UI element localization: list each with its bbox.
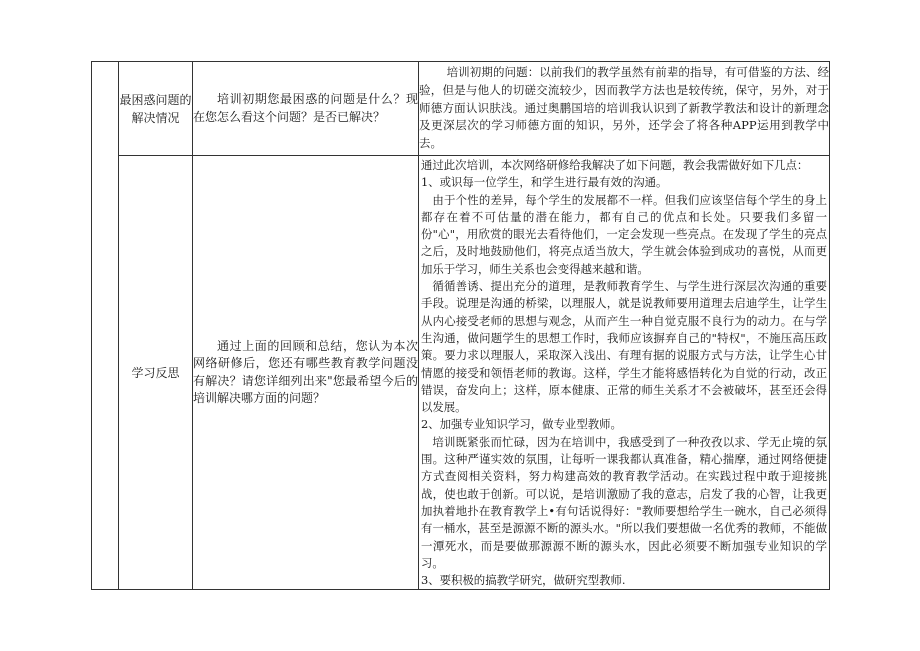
answer-paragraph: 1、或识每一位学生，和学生进行最有效的沟通。	[421, 175, 668, 190]
answer-paragraph: 3、要积极的搞教学研究，做研究型教师.	[421, 573, 626, 588]
answer-paragraph: 通过此次培训，本次网络研修给我解决了如下问题，教会我需做好如下几点：	[421, 158, 809, 172]
left-margin-cell	[92, 62, 119, 590]
question-confusion: 培训初期您最困惑的问题是什么？现在您怎么看这个问题？是否已解决？	[193, 62, 419, 156]
answer-paragraph: 2、加强专业知识学习，做专业型教师。	[421, 417, 622, 432]
table-row	[92, 156, 830, 590]
table-row	[92, 62, 830, 156]
answer-paragraph: 培训既紧张而忙碌，因为在培训中，我感受到了一种孜孜以求、学无止境的氛围。这种严谨实效的氛围，让每听一课我都认真准备，精心揣摩，通过网络便捷方式查阅相关资料，努力构建高效的教育教学活动。在实践过程中敢于迎接挑战，使也敢于创新。可以说，是培训激励了我的意志，启发了我的心智，让我更加执着地扑在教育教学上•有句话说得好："教师要想给学生一碗水，自己必须得有一桶水，甚至是源源不断的源头水。"所以我们要想做一名优秀的教师，不能做一潭死水，而是要做那源源不断的源头水，因此必须要不断加强专业知识的学习。	[421, 434, 827, 570]
answer-paragraph: 由于个性的差异，每个学生的发展都不一样。但我们应该坚信每个学生的身上都存在着不可估量的潜在能力，都有自己的优点和长处。只要我们多留一份"心"，用欣赏的眼光去看待他们，一定会发现一些亮点。在发现了学生的亮点之后，及时地鼓励他们，将亮点适当放大，学生就会体验到成功的喜悦，从而更加乐于学习，师生关系也会变得越来越和谐。	[421, 192, 827, 276]
form-table	[91, 61, 830, 590]
row-label-confusion: 最困惑问题的解决情况	[119, 62, 193, 156]
answer-paragraph: 循循善诱、提出充分的道理，是教师教育学生、与学生进行深层次沟通的重要手段。说理是沟通的桥梁，以理服人，就是说教师要用道理去启迪学生，让学生从内心接受老师的思想与观念，从而产生一种自觉克服不良行为的动力。在与学生沟通，做问题学生的思想工作时，我师应该摒弃自己的"特权"，不施压高压政策。要力求以理服人，采取深入浅出、有理有据的说服方式与方法，让学生心甘情愿的接受和领悟老师的教诲。这样，学生才能将感悟转化为自觉的行动，改正错误，奋发向上；这样，原本健康、正常的师生关系才不会被破坏，甚至还会得以发展。	[421, 279, 827, 415]
answer-confusion: 培训初期的问题：以前我们的教学虽然有前辈的指导，有可借鉴的方法、经验，但是与他人的切磋交流较少，因而教学方法也是较传统，保守，另外，对于师德方面认识肤浅。通过奥鹏国培的培训我认识到了新教学教法和设计的新理念及更深层次的学习师德方面的知识，另外，还学会了将各种APP运用到教学中去。	[419, 62, 830, 156]
answer-reflection	[419, 156, 830, 590]
row-label-reflection: 学习反思	[119, 156, 193, 590]
question-reflection: 通过上面的回顾和总结，您认为本次网络研修后，您还有哪些教育教学问题没有解决？请您详细列出来"您最希望今后的培训解决哪方面的问题？	[193, 156, 419, 590]
